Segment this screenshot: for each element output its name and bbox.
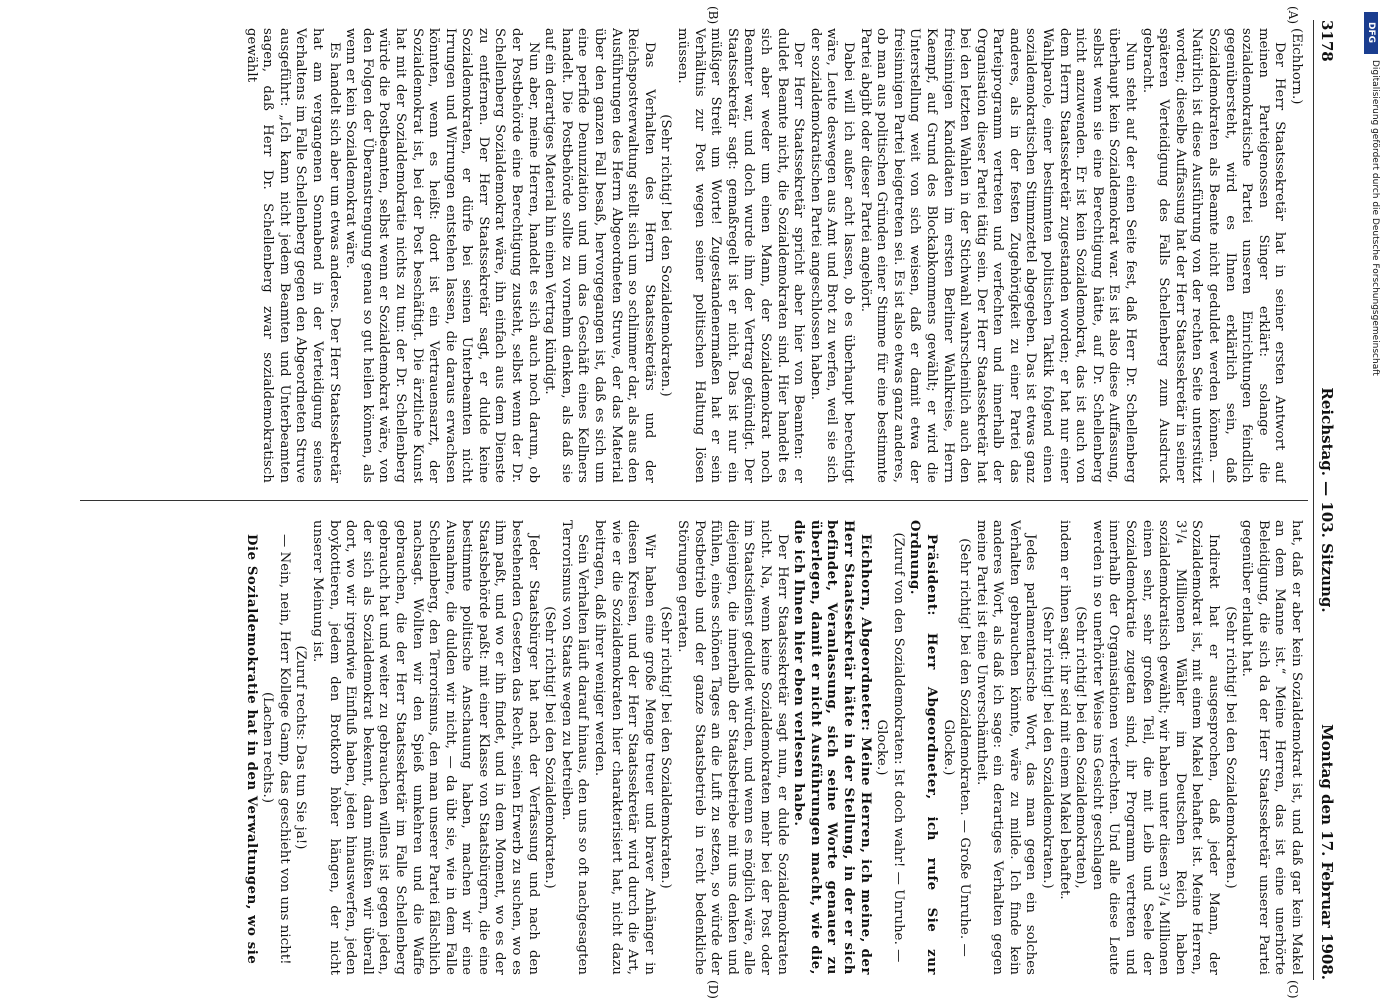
left-column: [80, 28, 1304, 483]
rotated-page: [50, 0, 1350, 1000]
interjection: (Sehr richtig! bei den Sozialdemokraten.): [542, 606, 558, 889]
right-column: [80, 520, 1304, 975]
paragraph: Dabei will ich außer acht lassen, ob es überhaupt berechtigt wäre, Leute deswegen aus Amt und Brot zu werfen, weil sie sich der sozialdemokratischen Partei angeschlossen haben.: [807, 28, 856, 483]
paragraph: Indirekt hat er ausgesprochen, daß jeder Mann, der Sozialdemokrat ist, mit einem Makel behaftet ist. Meine Herren, 3¹/₄ Millionen Wähler im Deutschen Reich haben sozialdemokratisch gewählt; wir haben unter diesen 3¹/₄ Millionen einen sehr, sehr großen Teil, die mit Leib und Seele der Sozialdemokratie zugetan sind, ihr Programm vertreten und innerhalb der Organisationen verfechten. Und alle diese Leute werden in so unerhörter Weise ins Gesicht geschlagen: [1089, 520, 1222, 975]
interjection: (Sehr richtig! bei den Sozialdemokraten.): [658, 114, 674, 397]
margin-letter-a: (A): [1286, 6, 1300, 25]
interjection: (Sehr richtig! bei den Sozialdemokraten),: [1073, 606, 1089, 889]
interjection: (Sehr richtig! bei den Sozialdemokraten.): [658, 606, 674, 889]
interjection: (Sehr richtig! bei den Sozialdemokraten.): [1222, 606, 1238, 889]
interjection: (Lachen rechts.): [260, 691, 276, 804]
paragraph: hat, daß er aber kein Sozialdemokrat ist, und daß gar kein Makel an dem Manne ist.“ Meine Herren, das ist eine unerhörte Beleidigung, die sich da der Herr Staatssekretär unserer Partei gegenüber erlaubt hat.: [1239, 520, 1304, 975]
speaker-statement: Eichhorn, Abgeordneter: Meine Herren, ich meine, der Herr Staatssekretär hätte in der Stellung, in der er sich befindet, Veranlassung, sich seine Worte genauer zu überlegen, damit er nicht Ausführungen macht, wie die, die ich Ihnen hier eben verlesen habe.: [791, 520, 873, 975]
president-statement: Präsident: Herr Abgeordneter, ich rufe Sie zur Ordnung.: [907, 520, 939, 975]
running-title: Reichstag. — 103. Sitzung.: [1318, 387, 1336, 613]
paragraph: Es handelt sich aber um etwas anderes. Der Herr Staatssekretär hat am vergangenen Sonnabend in der Verteidigung seines Verhaltens im Falle Schellenberg gegen den Abgeordneten Struve ausgeführt: „Ich kann nicht jedem Beamten und Unterbeamten sagen, daß Herr Dr. Schellenberg zwar sozialdemokratisch gewählt: [243, 28, 342, 483]
paragraph: Jeder Staatsbürger hat nach der Verfassung und nach den bestehenden Gesetzen das Recht, seinen Erwerb zu suchen, wo es ihm paßt, und wo er ihn findet, und in dem Moment, wo es der Staatsbehörde paßt: mit einer Klasse von Staatsbürgern, die eine bestimmte politische Anschauung haben, machen wir eine Ausnahme, die dulden wir nicht, — da übt sie, wie in dem Falle Schellenberg, den Terrorismus, den man unserer Partei fälschlich nachsagt. Wollten wir den Spieß umkehren und die Waffe gebrauchen, die der Herr Staatssekretär im Falle Schellenberg gebraucht hat und weiter zu gebrauchen willens ist gegen jeden, der sich als Sozialdemokrat bekennt, dann müßten wir überall dort, wo wir irgendwie Einfluß haben, jeden hinauswerfen, jeden boykottieren, jedem den Brotkorb höher hängen, der nicht unserer Meinung ist.: [309, 520, 541, 975]
paragraph: — Nein, nein, Herr Kollege Gamp, das geschieht von uns nicht!: [276, 534, 292, 965]
funding-credit: [1362, 8, 1382, 608]
paragraph: Die Sozialdemokratie hat in den Verwaltungen, wo sie: [243, 534, 259, 965]
column-divider: [80, 500, 1308, 501]
paragraph: Wir haben eine große Menge treuer und braver Anhänger in diesen Kreisen, und der Herr Staatssekretär wird durch die Art, wie er die Sozialdemokraten hier charakterisiert hat, nicht dazu beitragen, daß ihrer weniger werden.: [592, 520, 657, 975]
page-date: Montag den 17. Februar 1908.: [1318, 724, 1336, 980]
margin-letter-c: (C): [1286, 980, 1300, 999]
interjection: (Zuruf von den Sozialdemokraten: Ist doch wahr! — Unruhe. — Glocke.): [874, 532, 906, 963]
interjection: (Sehr richtig! bei den Sozialdemokraten.): [1040, 606, 1056, 889]
paragraph: indem er ihnen sagt: ihr seid mit einem Makel behaftet.: [1056, 520, 1072, 900]
paragraph: Sein Verhalten läuft darauf hinaus, den uns so oft nachgesagten Terrorismus von Staats wegen zu betreiben.: [558, 520, 591, 975]
credit-text: Digitalisierung gefördert durch die Deutsche Forschungsgemeinschaft: [1370, 60, 1380, 376]
paragraph: Der Herr Staatssekretär sagt nun, er dulde Sozialdemokraten nicht. Na, wenn keine Sozialdemokraten mehr bei der Post oder im Staatsdienst geduldet würden, und wenn es möglich wäre, alle diejenigen, die innerhalb der Staatsbetriebe mit uns denken und fühlen, eines schönen Tages an die Luft zu setzen, so würde der Postbetrieb und der ganze Staatsbetrieb in recht bedenkliche Störungen geraten.: [675, 520, 790, 975]
paragraph: Das Verhalten des Herrn Staatssekretärs und der Reichspostverwaltung stellt sich um so schlimmer dar, als aus den Ausführungen des Herrn Abgeordneten Struve, der das Material über den ganzen Fall besaß, hervorgegangen ist, daß es sich um eine perfide Denunziation und um das Geschäft eines Kellners handelt. Die Postbehörde sollte zu vornehm denken, als daß sie auf ein derartiges Material hin einen Vertrag kündigt.: [542, 28, 657, 483]
interjection: (Sehr richtig! bei den Sozialdemokraten. — Große Unruhe. — Glocke.): [940, 538, 973, 957]
paragraph: Nun steht auf der einen Seite fest, daß Herr Dr. Schellenberg überhaupt kein Sozialdemokrat war. Es ist also diese Auffassung, selbst wenn sie eine Berechtigung hätte, auf Dr. Schellenberg nicht anzuwenden. Er ist kein Sozialdemokrat, das ist auch von dem Herrn Staatssekretär zugestanden worden; er hat nur einer Wahlparole, einer bestimmten politischen Taktik folgend einen sozialdemokratischen Stimmzettel abgegeben. Das ist etwas ganz anderes, als in der festen Zugehörigkeit zu einer Partei das Parteiprogramm vertreten und verfechten und innerhalb der Organisation dieser Partei tätig sein. Der Herr Staatssekretär hat bei den letzten Wahlen in der Stichwahl wahrscheinlich auch den freisinnigen Kandidaten im ersten Berliner Wahlkreise, Herrn Kaempf, auf Grund des Blockabkommens gewählt; er wird die Unterstellung weit von sich weisen, daß er damit etwa der freisinnigen Partei beigetreten sei. Es ist also etwas ganz anderes, ob man aus politischen Gründen einer Stimme für eine bestimmte Partei abgibt oder dieser Partei angehört.: [857, 28, 1139, 483]
speaker-tag: (Eichhorn.): [1289, 28, 1304, 105]
paragraph: Nun aber, meine Herren, handelt es sich auch noch darum, ob der Postbehörde eine Berechtigung zusteht, selbst wenn der Dr. Schellenberg Sozialdemokrat wäre, ihn einfach aus dem Dienste zu entfernen. Der Herr Staatssekretär sagt, er dulde keine Sozialdemokraten, er dürfe bei seinen Unterbeamten nicht Irrungen und Wirrungen entstehen lassen, die daraus erwachsen könnten, wenn es heißt: dort ist ein Vertrauensarzt, der Sozialdemokrat ist, bei der Post beschäftigt. Die ärztliche Kunst hat mit der Sozialdemokratie nichts zu tun: der Dr. Schellenberg würde die Postbeamten, selbst wenn er Sozialdemokrat wäre, von den Folgen der Überanstrengung genau so gut heilen können, als wenn er kein Sozialdemokrat wäre.: [343, 28, 541, 483]
paragraph: Der Herr Staatssekretär hat in seiner ersten Antwort auf meinen Parteigenossen Singer erklärt: solange die sozialdemokratische Partei unseren Einrichtungen feindlich gegenübersteht, wird es Ihnen erklärlich sein, daß Sozialdemokraten als Beamte nicht geduldet werden können. — Natürlich ist diese Ausführung von der rechten Seite unterstützt worden; dieselbe Auffassung hat der Herr Staatssekretär in seiner späteren Verteidigung des Falls Schellenberg zum Ausdruck gebracht.: [1139, 28, 1288, 483]
page-number: 3178: [1318, 20, 1336, 62]
margin-letter-b: (B): [706, 6, 720, 25]
paragraph: Der Herr Staatssekretär spricht aber hier von Beamten: er duldet Beamte nicht, die Sozialdemokraten sind. Hier handelt es sich aber weder um einen Mann, der Sozialdemokrat noch Beamter war, und doch wurde ihm der Vertrag gekündigt. Der Staatssekretär sagt: gemaßregelt ist er nicht. Das ist nur ein müßiger Streit um Worte! Zugestandenermaßen hat er sein Verhältnis zur Post wegen seiner politischen Haltung lösen müssen.: [675, 28, 807, 483]
paragraph: Jedes parlamentarische Wort, das man gegen ein solches Verhalten gebrauchen könnte, wäre zu milde. Ich finde kein anderes Wort, als daß ich sage: ein derartiges Verhalten gegen meine Partei ist eine Unverschämtheit.: [973, 520, 1039, 975]
dfg-logo: DFG: [1364, 12, 1378, 54]
margin-letter-d: (D): [706, 980, 720, 999]
header-rule: [1313, 20, 1314, 980]
interjection: (Zuruf rechts: Das tun Sie ja!): [293, 645, 309, 850]
